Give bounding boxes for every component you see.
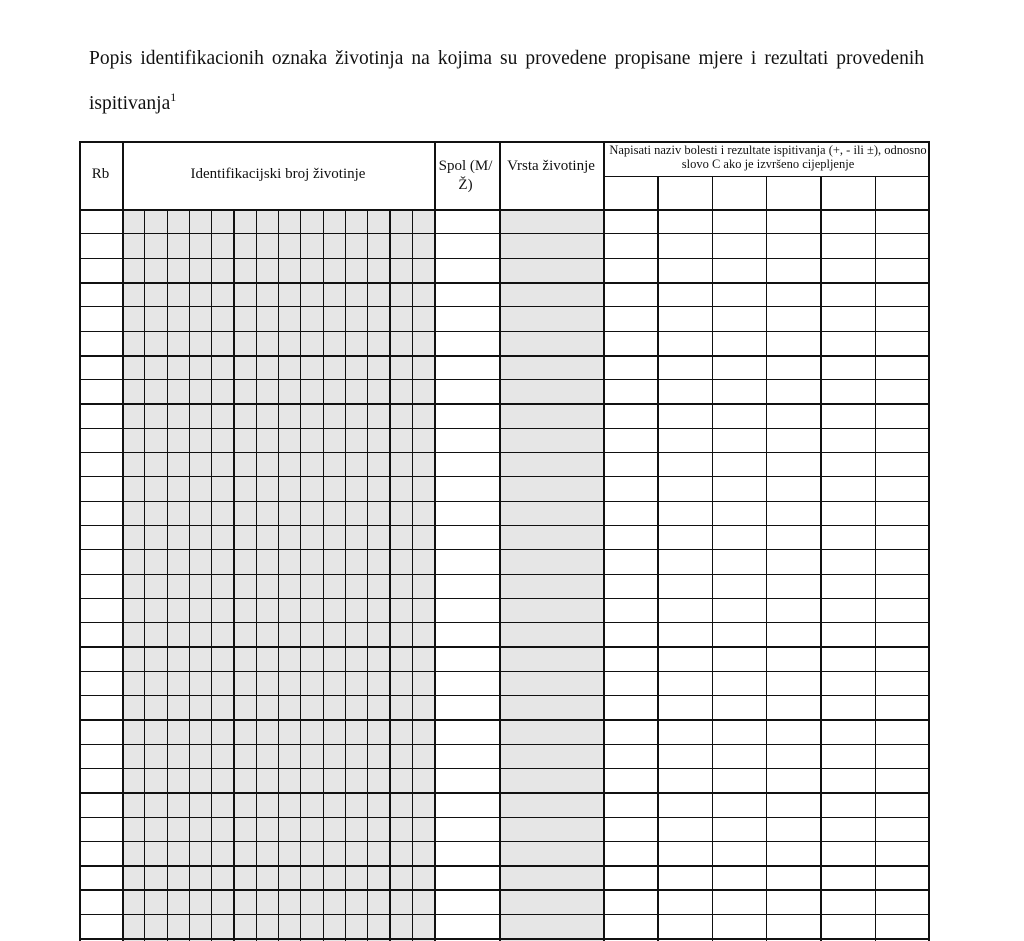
row-line [79, 768, 929, 769]
row-line [79, 355, 929, 357]
row-line [79, 574, 929, 576]
row-line [79, 306, 929, 307]
header-id-number: Identifikacijski broj životinje [190, 166, 366, 182]
row-line [79, 646, 929, 648]
row-line [79, 282, 929, 284]
table-top-border [79, 141, 929, 143]
form-title: Popis identifikacionih oznaka životinja na kojima su provedene propisane mjere i rezultati provedenih ispitivanja [89, 48, 924, 114]
row-line [79, 841, 929, 842]
result-column-line [820, 176, 821, 941]
row-line [79, 501, 929, 503]
row-line [79, 452, 929, 453]
row-line [79, 331, 929, 332]
row-line [79, 719, 929, 721]
row-line [79, 598, 929, 599]
result-column-line [712, 176, 713, 941]
row-line [79, 233, 929, 234]
row-line [79, 695, 929, 696]
row-line [79, 258, 929, 259]
column-border [499, 141, 501, 941]
column-border [434, 141, 436, 941]
header-bottom-border [79, 209, 929, 211]
row-line [79, 549, 929, 550]
row-line [79, 938, 929, 940]
column-border [79, 141, 81, 941]
result-column-line [875, 176, 876, 941]
row-line [79, 865, 929, 867]
row-line [79, 744, 929, 745]
column-border [603, 141, 605, 941]
header-species: Vrsta životinje [507, 158, 595, 174]
column-border [928, 141, 930, 941]
animal-list-table [79, 141, 929, 941]
result-column-line [766, 176, 767, 941]
row-line [79, 379, 929, 380]
row-line [79, 428, 929, 430]
row-line [79, 671, 929, 672]
row-line [79, 476, 929, 477]
row-line [79, 889, 929, 890]
form-heading [89, 40, 924, 123]
row-line [79, 403, 929, 404]
row-line [79, 792, 929, 794]
row-line [79, 817, 929, 818]
row-line [79, 622, 929, 623]
row-line [79, 914, 929, 915]
row-line [79, 525, 929, 526]
header-sex: Spol (M/Ž) [438, 158, 493, 193]
header-rb: Rb [91, 166, 110, 182]
footnote-marker: 1 [170, 90, 177, 104]
column-border [122, 141, 124, 941]
result-column-line [657, 176, 658, 941]
header-disease-results: Napisati naziv bolesti i rezultate ispitivanja (+, - ili ±), odnosno slovo C ako je izvršeno cijepljenje [609, 143, 927, 171]
